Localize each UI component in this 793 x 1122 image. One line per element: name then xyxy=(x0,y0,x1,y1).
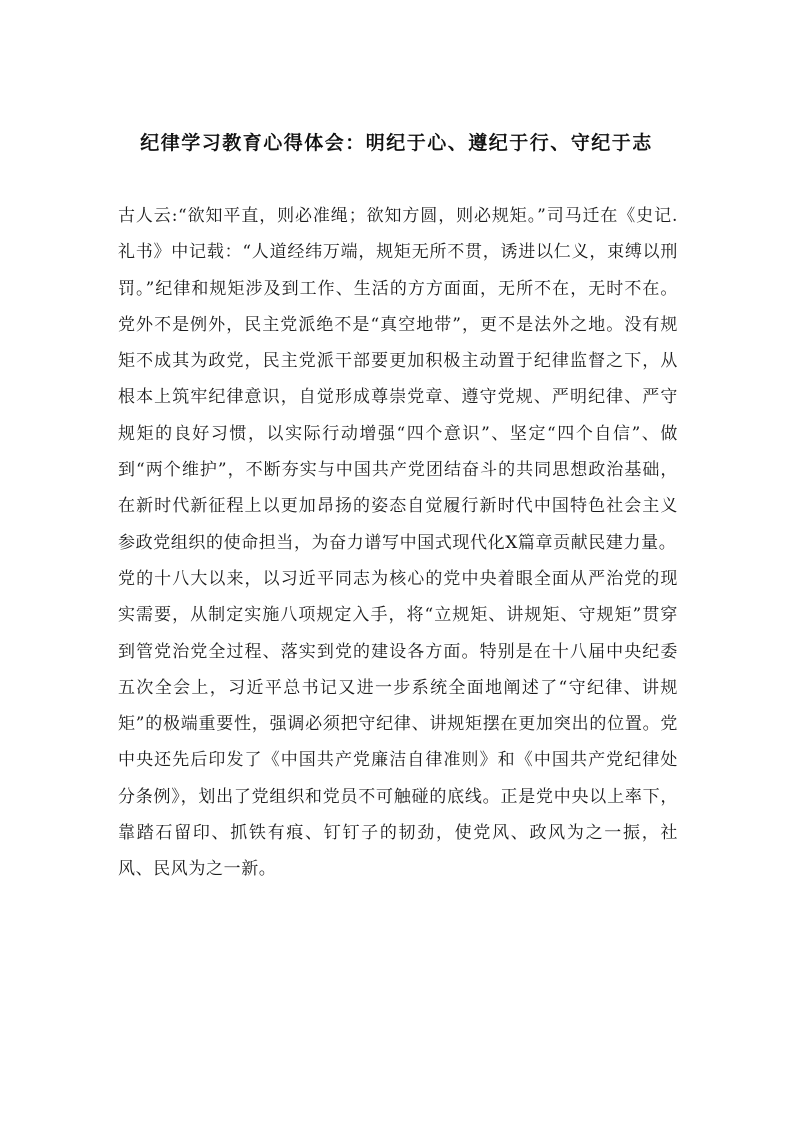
document-body xyxy=(118,198,678,888)
document-title: 纪律学习教育心得体会：明纪于心、遵纪于行、守纪于志 xyxy=(140,132,653,154)
paragraph-2: 党的十八大以来，以习近平同志为核心的党中央着眼全面从严治党的现实需要，从制定实施八项规定入手，将“立规矩、讲规矩、守规矩”贯穿到管党治党全过程、落实到党的建设各方面。特别是在十八届中央纪委五次全会上，习近平总书记又进一步系统全面地阐述了“守纪律、讲规矩”的极端重要性，强调必须把守纪律、讲规矩摆在更加突出的位置。党中央还先后印发了《中国共产党廉洁自律准则》和《中国共产党纪律处分条例》，划出了党组织和党员不可触碰的底线。正是党中央以上率下，靠踏石留印、抓铁有痕、钉钉子的韧劲，使党风、政风为之一振，社风、民风为之一新。 xyxy=(118,568,678,880)
paragraph-1: 古人云:“欲知平直，则必准绳；欲知方圆，则必规矩。”司马迁在《史记.礼书》中记载：“人道经纬万端，规矩无所不贯，诱进以仁义，束缚以刑罚。”纪律和规矩涉及到工作、生活的方方面面，无所不在，无时不在。党外不是例外，民主党派绝不是“真空地带”，更不是法外之地。没有规矩不成其为政党，民主党派干部要更加积极主动置于纪律监督之下，从根本上筑牢纪律意识，自觉形成尊崇党章、遵守党规、严明纪律、严守规矩的良好习惯，以实际行动增强“四个意识”、坚定“四个自信”、做到“两个维护”，不断夯实与中国共产党团结奋斗的共同思想政治基础，在新时代新征程上以更加昂扬的姿态自觉履行新时代中国特色社会主义参政党组织的使命担当，为奋力谱写中国式现代化X篇章贡献民建力量。 xyxy=(118,206,678,553)
